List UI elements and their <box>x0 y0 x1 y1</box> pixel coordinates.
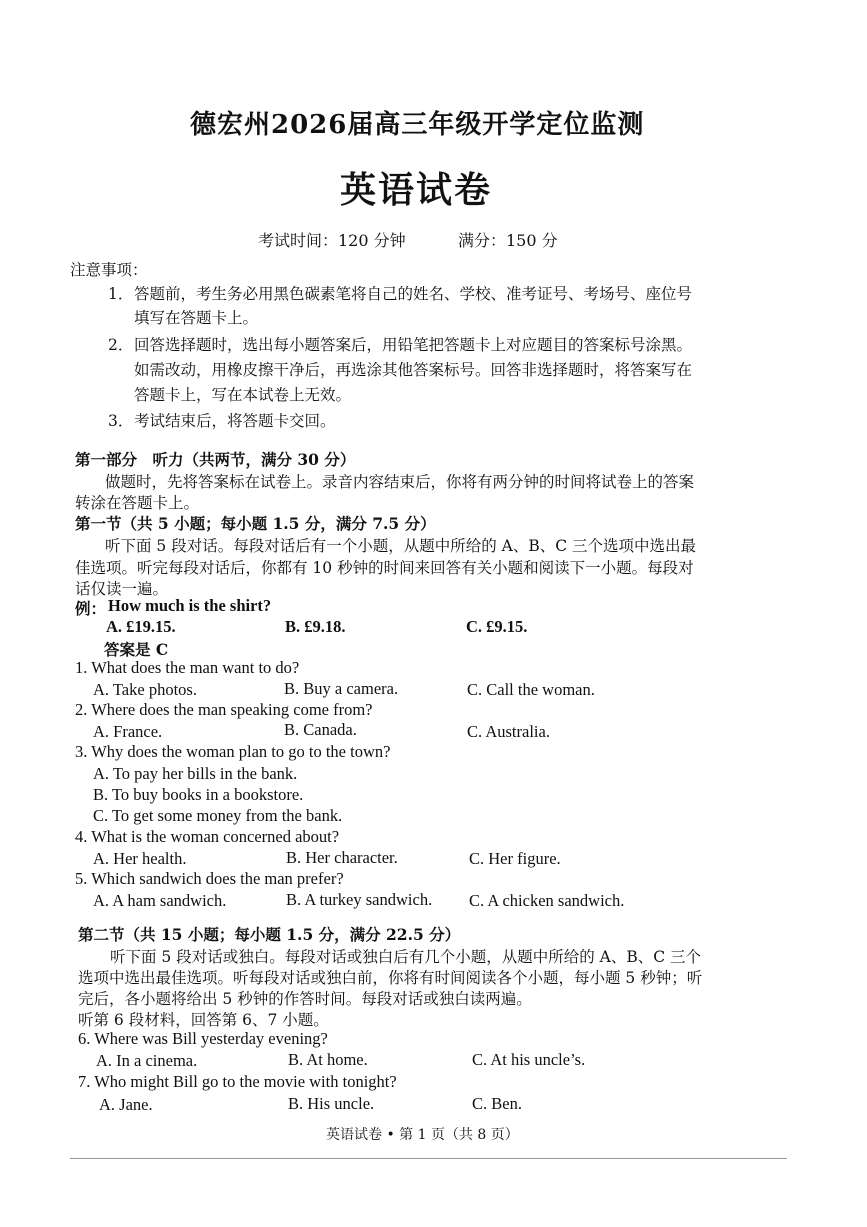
notice-heading: 注意事项： <box>70 261 148 279</box>
example-label: 例： <box>75 599 107 618</box>
question-stem: 6. Where was Bill yesterday evening? <box>78 1029 328 1048</box>
exam-title: 德宏州2026届高三年级开学定位监测 <box>190 110 645 140</box>
option-c: C. Call the woman. <box>467 680 595 699</box>
full-score: 满分：150 分 <box>458 231 558 250</box>
option-a: A. Take photos. <box>93 680 197 699</box>
option-c: C. Her figure. <box>469 849 561 868</box>
option-b: B. Her character. <box>286 848 398 867</box>
example-option: A. £19.15. <box>106 617 176 636</box>
option-c: C. To get some money from the bank. <box>93 806 343 825</box>
question-stem: 7. Who might Bill go to the movie with tonight? <box>78 1072 397 1091</box>
notice-item-num: 2． <box>108 336 134 354</box>
part1-intro: 做题时，先将答案标在试卷上。录音内容结束后，你将有两分钟的时间将试卷上的答案 <box>105 473 695 491</box>
option-a: A. Her health. <box>93 849 187 868</box>
example-option: B. £9.18. <box>285 617 346 636</box>
question-stem: 5. Which sandwich does the man prefer? <box>75 869 344 888</box>
footer-divider <box>70 1158 787 1159</box>
option-c: C. A chicken sandwich. <box>469 891 625 910</box>
example-option: C. £9.15. <box>466 617 528 636</box>
option-a: A. A ham sandwich. <box>93 891 227 910</box>
part1-heading: 第一部分 听力（共两节，满分 30 分） <box>75 450 356 469</box>
option-a: A. To pay her bills in the bank. <box>93 764 298 783</box>
option-b: B. To buy books in a bookstore. <box>93 785 304 804</box>
option-b: B. A turkey sandwich. <box>286 890 433 909</box>
section2-intro: 听下面 5 段对话或独白。每段对话或独白后有几个小题，从题中所给的 A、B、C 三个 <box>110 948 702 966</box>
section1-intro: 话仅读一遍。 <box>75 580 169 598</box>
page-footer: 英语试卷 • 第 1 页（共 8 页） <box>326 1127 519 1143</box>
example-question: How much is the shirt? <box>108 596 272 615</box>
option-c: C. Ben. <box>472 1094 522 1113</box>
question-stem: 2. Where does the man speaking come from? <box>75 700 373 719</box>
notice-item-line: 考试结束后，将答题卡交回。 <box>134 412 336 430</box>
question-stem: 3. Why does the woman plan to go to the town? <box>75 742 391 761</box>
section1-heading: 第一节（共 5 小题；每小题 1.5 分，满分 7.5 分） <box>75 514 436 533</box>
notice-item-line: 答题卡上，写在本试卷上无效。 <box>134 386 352 404</box>
option-c: C. Australia. <box>467 722 550 741</box>
section2-intro: 完后，各小题将给出 5 秒钟的作答时间。每段对话或独白读两遍。 <box>78 990 532 1008</box>
option-b: B. At home. <box>288 1050 368 1069</box>
exam-time: 考试时间：120 分钟 <box>258 231 406 250</box>
notice-item-num: 3． <box>108 412 134 430</box>
example-answer: 答案是 C <box>104 640 169 659</box>
notice-item-line: 如需改动，用橡皮擦干净后，再选涂其他答案标号。回答非选择题时，将答案写在 <box>134 361 693 379</box>
option-b: B. Canada. <box>284 720 357 739</box>
section1-intro: 佳选项。听完每段对话后，你都有 10 秒钟的时间来回答有关小题和阅读下一小题。每段对 <box>75 559 694 577</box>
section2-intro: 选项中选出最佳选项。听每段对话或独白前，你将有时间阅读各个小题，每小题 5 秒钟；听 <box>78 969 703 987</box>
notice-item-num: 1． <box>108 285 134 303</box>
question-stem: 4. What is the woman concerned about? <box>75 827 340 846</box>
notice-item-line: 回答选择题时，选出每小题答案后，用铅笔把答题卡上对应题目的答案标号涂黑。 <box>134 336 693 354</box>
option-a: A. France. <box>93 722 163 741</box>
question-stem: 1. What does the man want to do? <box>75 658 300 677</box>
option-b: B. Buy a camera. <box>284 679 399 698</box>
subject-title: 英语试卷 <box>340 169 493 211</box>
notice-item-line: 答题前，考生务必用黑色碳素笔将自己的姓名、学校、准考证号、考场号、座位号 <box>134 285 693 303</box>
section2-heading: 第二节（共 15 小题；每小题 1.5 分，满分 22.5 分） <box>78 925 461 944</box>
section1-intro: 听下面 5 段对话。每段对话后有一个小题，从题中所给的 A、B、C 三个选项中选出最 <box>105 537 697 555</box>
option-c: C. At his uncle’s. <box>472 1050 586 1069</box>
notice-item-line: 填写在答题卡上。 <box>134 309 259 327</box>
option-a: A. Jane. <box>99 1095 153 1114</box>
material-note: 听第 6 段材料，回答第 6、7 小题。 <box>78 1011 329 1029</box>
option-b: B. His uncle. <box>288 1094 375 1113</box>
part1-intro: 转涂在答题卡上。 <box>75 494 200 512</box>
option-a: A. In a cinema. <box>96 1051 198 1070</box>
